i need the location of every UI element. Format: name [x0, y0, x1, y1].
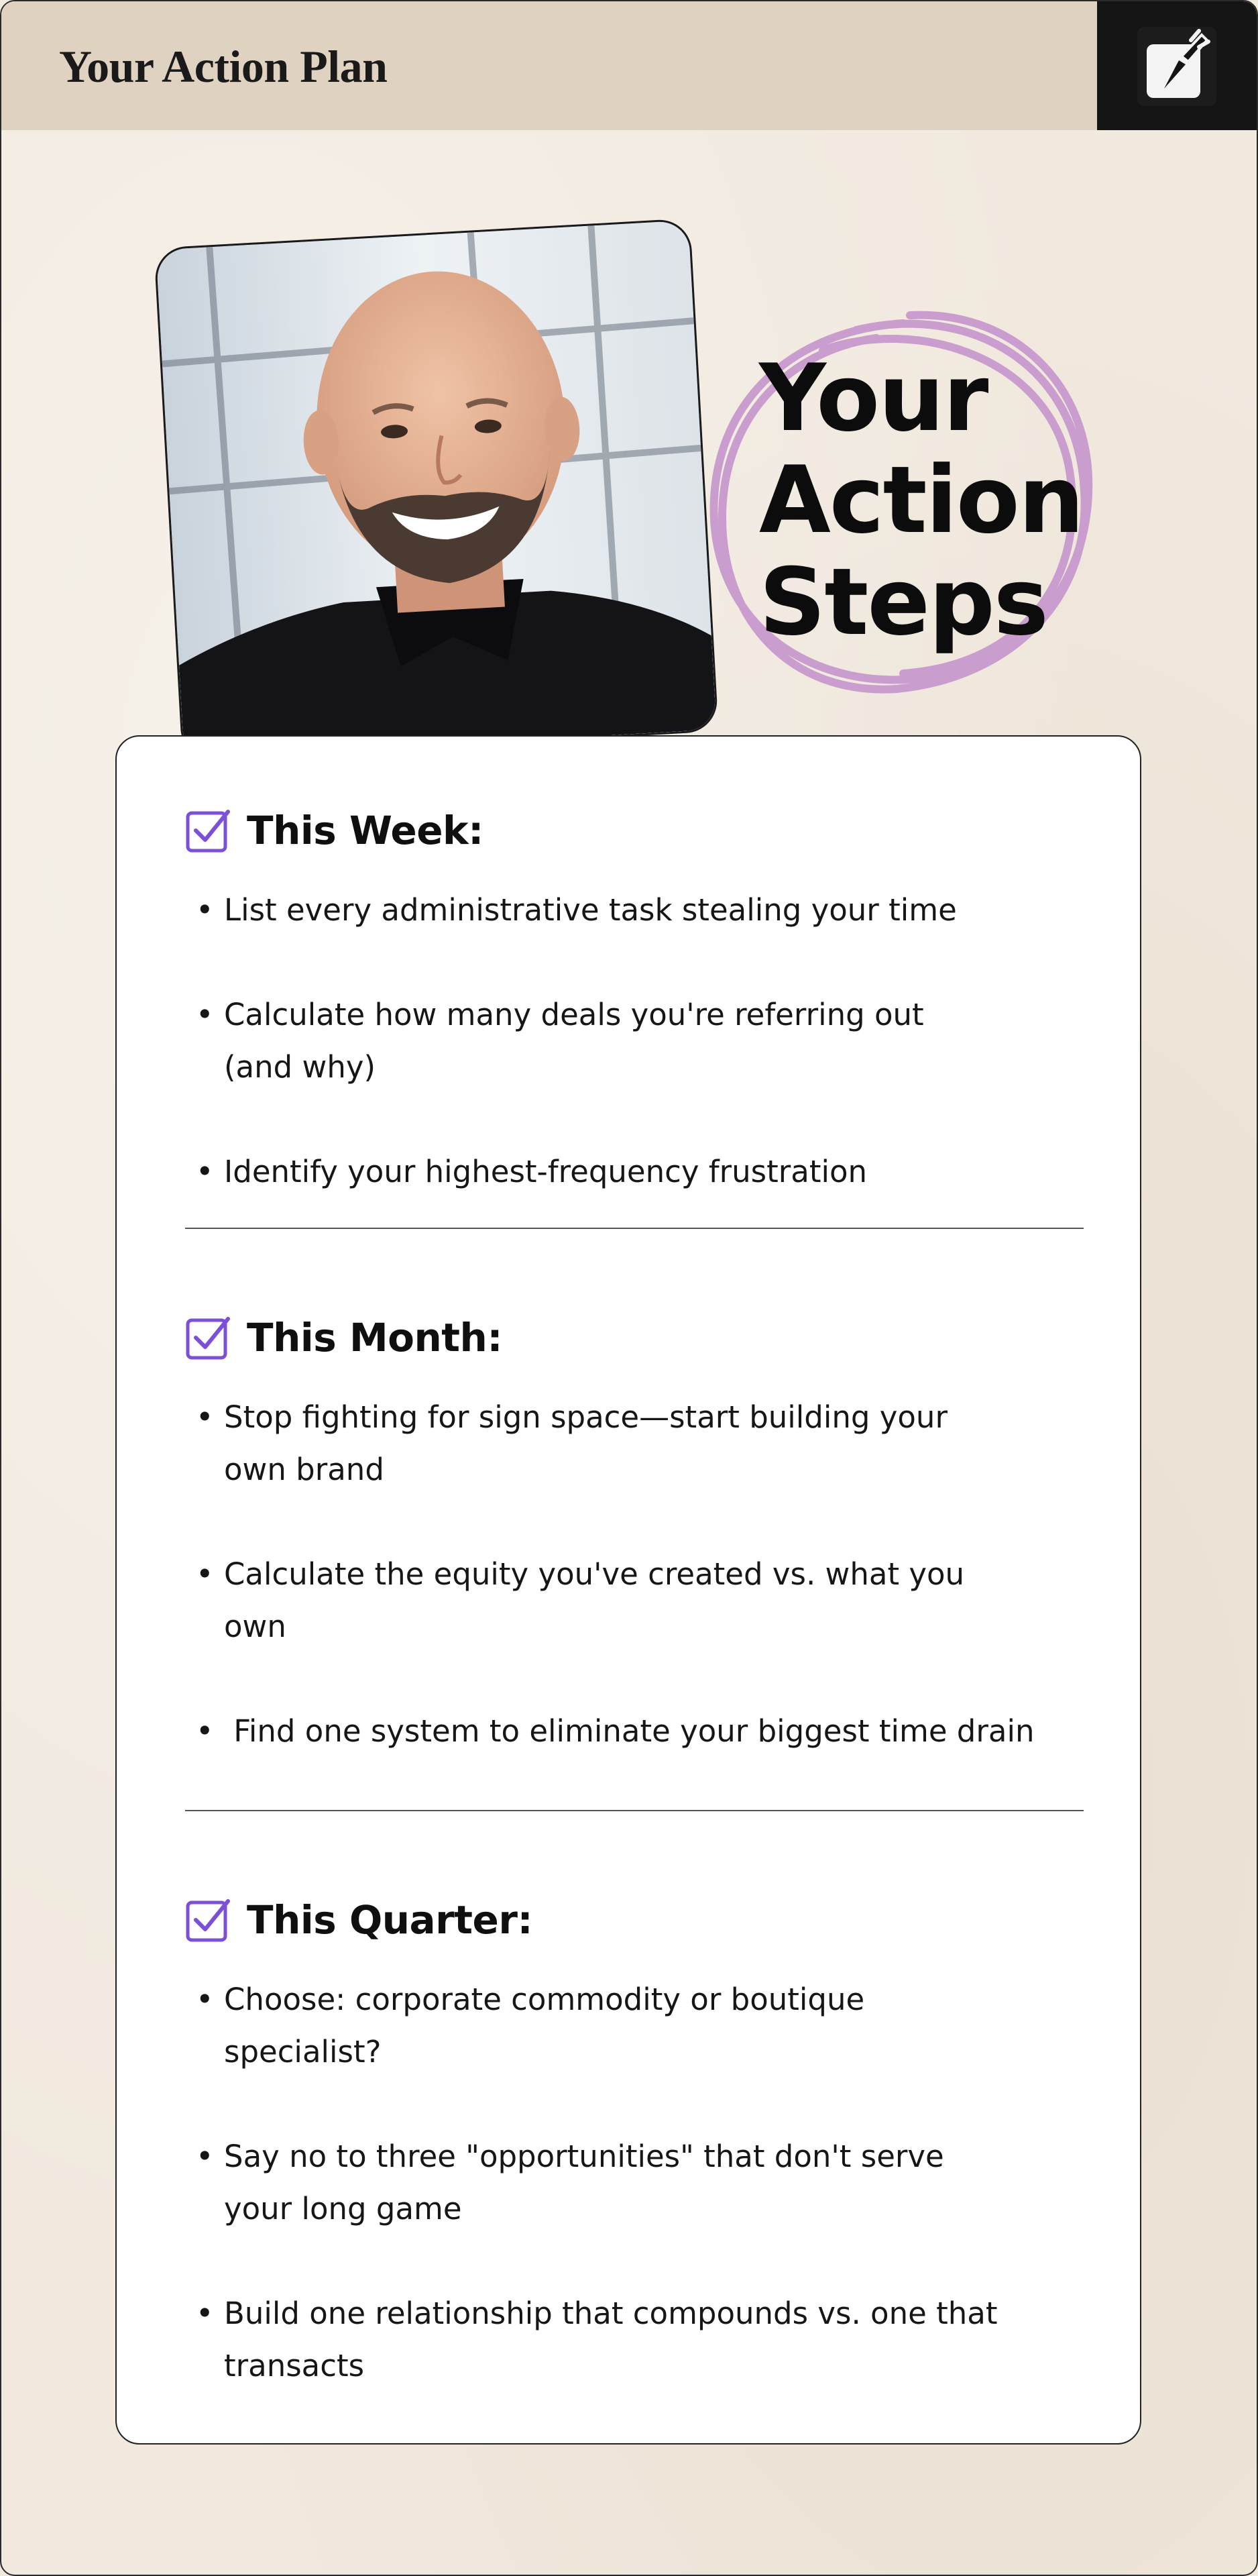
pen-nib-logo-icon [1137, 27, 1216, 106]
list-item: • Choose: corporate commodity or boutique specialist? [196, 1982, 865, 2070]
list-item: • Identify your highest-frequency frustration [196, 1154, 868, 1189]
action-steps-title [702, 303, 1098, 706]
section-heading: This Quarter: [247, 1897, 533, 1943]
action-steps-card [115, 735, 1141, 2445]
section-this-month [185, 1311, 1084, 1758]
title-line-2: Action [759, 446, 1083, 554]
list-item: • Find one system to eliminate your biggest time drain [196, 1713, 1035, 1749]
section-this-quarter [185, 1893, 1084, 2392]
section-this-week [185, 804, 1084, 1198]
list-item: • List every administrative task stealing your time [196, 892, 957, 928]
section-heading: This Month: [247, 1315, 503, 1360]
title-line-1: Your [759, 344, 988, 452]
list-item: • Calculate the equity you've created vs. what you own [196, 1556, 965, 1644]
list-item: • Build one relationship that compounds vs. one that transacts [196, 2296, 998, 2383]
section-heading: This Week: [247, 808, 483, 853]
checkbox-checked-icon [185, 1315, 231, 1360]
section-divider [185, 1228, 1084, 1229]
title-line-3: Steps [759, 548, 1047, 656]
header-bar [1, 1, 1257, 130]
section-divider [185, 1810, 1084, 1811]
page-title: Your Action Plan [59, 41, 388, 92]
profile-photo [154, 218, 719, 761]
list-item: • Stop fighting for sign space—start building your own brand [196, 1399, 948, 1487]
checkbox-checked-icon [185, 1897, 231, 1943]
list-item: • Calculate how many deals you're referring out (and why) [196, 997, 924, 1085]
logo-block[interactable] [1097, 1, 1257, 130]
list-item: • Say no to three "opportunities" that don't serve your long game [196, 2139, 944, 2226]
checkbox-checked-icon [185, 808, 231, 853]
